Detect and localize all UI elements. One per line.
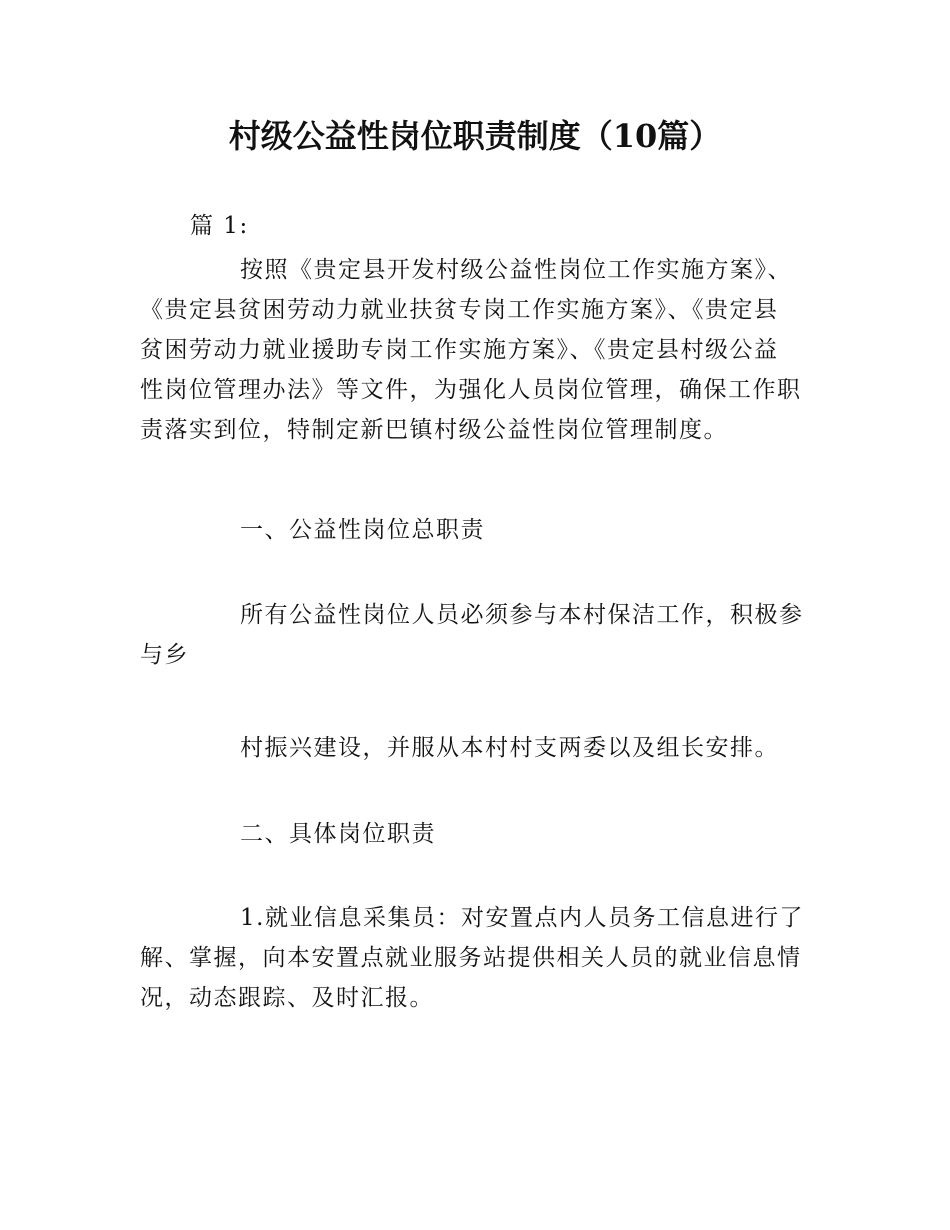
- item1-line: 1.就业信息采集员：对安置点内人员务工信息进行了: [240, 905, 804, 931]
- intro-line: 按照《贵定县开发村级公益性岗位工作实施方案》、: [240, 257, 792, 283]
- intro-line: 贫困劳动力就业援助专岗工作实施方案》、《贵定县村级公益: [140, 337, 779, 363]
- intro-line: 《贵定县贫困劳动力就业扶贫专岗工作实施方案》、《贵定县: [140, 297, 779, 323]
- item1-paragraph: [140, 898, 812, 1018]
- document-title: 村级公益性岗位职责制度（10篇）: [228, 117, 722, 155]
- section1-line: 与乡: [140, 642, 189, 668]
- section1-heading: 一、公益性岗位总职责: [240, 517, 485, 543]
- section1-line: 村振兴建设，并服从本村村支两委以及组长安排。: [240, 735, 779, 761]
- section1-heading-block: [140, 510, 812, 550]
- section2-heading-block: [140, 814, 812, 854]
- section1-line: 所有公益性岗位人员必须参与本村保洁工作，积极参: [240, 602, 804, 628]
- section2-heading: 二、具体岗位职责: [240, 821, 436, 847]
- item1-line: 况，动态跟踪、及时汇报。: [140, 985, 434, 1011]
- intro-line: 责落实到位，特制定新巴镇村级公益性岗位管理制度。: [140, 417, 728, 443]
- chapter-label: 篇 1:: [190, 213, 249, 239]
- section1-paragraph: [140, 595, 812, 675]
- intro-paragraph: [140, 250, 812, 450]
- chapter-label-block: [140, 206, 812, 246]
- item1-line: 解、掌握，向本安置点就业服务站提供相关人员的就业信息情: [140, 945, 802, 971]
- section1-paragraph-continued: [140, 728, 812, 768]
- intro-line: 性岗位管理办法》等文件，为强化人员岗位管理，确保工作职: [140, 377, 802, 403]
